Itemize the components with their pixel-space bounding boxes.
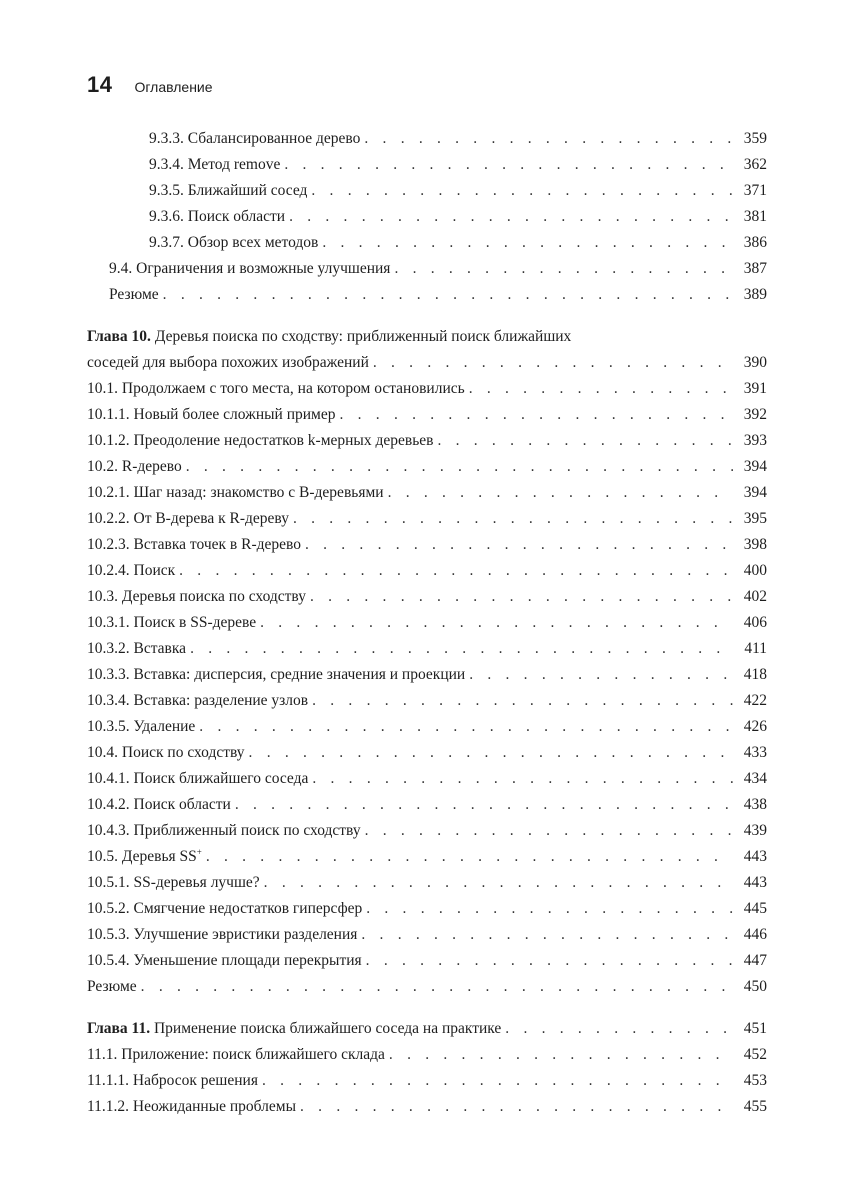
page-ref: 389: [743, 286, 767, 303]
entry-label: 10.4. Поиск по сходству: [87, 744, 245, 761]
dot-leader: [388, 480, 733, 506]
dot-leader: [300, 1094, 733, 1120]
page-ref: 453: [743, 1072, 767, 1089]
page-ref: 445: [743, 900, 767, 917]
page-ref: 422: [743, 692, 767, 709]
entry-label: 11.1.1. Набросок решения: [87, 1072, 258, 1089]
dot-leader: [361, 922, 733, 948]
dot-leader: [289, 204, 733, 230]
chapter-title: Применение поиска ближайшего соседа на практике: [153, 1020, 502, 1037]
page-ref: 439: [743, 822, 767, 839]
dot-leader: [366, 896, 733, 922]
entry-label: 10.2.4. Поиск: [87, 562, 176, 579]
dot-leader: [284, 152, 733, 178]
page-ref: 392: [743, 406, 767, 423]
entry-label: 10.2.3. Вставка точек в R-дерево: [87, 536, 301, 553]
toc-entry[interactable]: [87, 844, 767, 870]
page-ref: 395: [743, 510, 767, 527]
entry-label: 11.1. Приложение: поиск ближайшего склада: [87, 1046, 385, 1063]
chapter-heading[interactable]: [87, 324, 767, 350]
toc-entry[interactable]: [87, 584, 767, 610]
toc-entry[interactable]: [87, 230, 767, 256]
entry-label: Резюме: [87, 978, 137, 995]
entry-label: 9.3.6. Поиск области: [149, 208, 286, 225]
table-of-contents: [87, 126, 767, 1120]
dot-leader: [249, 740, 733, 766]
entry-label: 10.4.3. Приближенный поиск по сходству: [87, 822, 361, 839]
entry-label: 9.4. Ограничения и возможные улучшения: [109, 260, 391, 277]
toc-entry[interactable]: [87, 454, 767, 480]
chapter-entries: [87, 1042, 767, 1120]
dot-leader: [312, 766, 733, 792]
page-ref: 391: [743, 380, 767, 397]
entry-label: 10.3. Деревья поиска по сходству: [87, 588, 306, 605]
page-ref: 398: [743, 536, 767, 553]
toc-entry[interactable]: [87, 636, 767, 662]
chapter-prefix: Глава 11.: [87, 1020, 151, 1037]
entry-label: 9.3.4. Метод remove: [149, 156, 281, 173]
page-ref: 386: [743, 234, 767, 251]
page-number: 14: [87, 72, 113, 97]
toc-entry[interactable]: [87, 896, 767, 922]
toc-entry[interactable]: [87, 818, 767, 844]
dot-leader: [206, 844, 733, 870]
page-ref: 447: [743, 952, 767, 969]
entry-label: 10.2. R-дерево: [87, 458, 182, 475]
chapter-entries: [87, 376, 767, 1000]
toc-entry[interactable]: [87, 922, 767, 948]
entry-label: 9.3.7. Обзор всех методов: [149, 234, 319, 251]
page-ref: 359: [743, 130, 767, 147]
entry-label: 10.5.4. Уменьшение площади перекрытия: [87, 952, 362, 969]
dot-leader: [260, 610, 733, 636]
dot-leader: [366, 948, 733, 974]
toc-entry[interactable]: [87, 948, 767, 974]
dot-leader: [505, 1016, 733, 1042]
page-ref: 433: [743, 744, 767, 761]
superscript: +: [196, 847, 202, 857]
entry-label: Резюме: [109, 286, 159, 303]
toc-chapter-11: [87, 1016, 767, 1120]
toc-entry[interactable]: [87, 376, 767, 402]
toc-entry[interactable]: [87, 792, 767, 818]
entry-label: 10.5.3. Улучшение эвристики разделения: [87, 926, 358, 943]
entry-label: 10.4.1. Поиск ближайшего соседа: [87, 770, 309, 787]
dot-leader: [293, 506, 733, 532]
dot-leader: [264, 870, 733, 896]
page-ref: 455: [743, 1098, 767, 1115]
entry-label: 10.2.1. Шаг назад: знакомство с B-деревьями: [87, 484, 384, 501]
dot-leader: [394, 256, 733, 282]
toc-entry[interactable]: [87, 974, 767, 1000]
dot-leader: [235, 792, 733, 818]
page-ref: 452: [743, 1046, 767, 1063]
dot-leader: [163, 282, 733, 308]
toc-entry[interactable]: [87, 740, 767, 766]
dot-leader: [365, 818, 733, 844]
page-ref: 394: [743, 458, 767, 475]
toc-entry[interactable]: [87, 282, 767, 308]
toc-entry[interactable]: [87, 766, 767, 792]
page-ref: 362: [743, 156, 767, 173]
dot-leader: [141, 974, 733, 1000]
page-ref: 450: [743, 978, 767, 995]
toc-entry[interactable]: [87, 480, 767, 506]
chapter-heading[interactable]: [87, 1016, 767, 1042]
toc-entry[interactable]: [87, 662, 767, 688]
toc-entry[interactable]: [87, 1042, 767, 1068]
dot-leader: [469, 376, 733, 402]
entry-label: 11.1.2. Неожиданные проблемы: [87, 1098, 297, 1115]
toc-entry[interactable]: [87, 178, 767, 204]
dot-leader: [310, 584, 733, 610]
toc-entry[interactable]: [87, 506, 767, 532]
page-ref: 406: [743, 614, 767, 631]
entry-label: 10.1.1. Новый более сложный пример: [87, 406, 336, 423]
entry-label: 10.3.3. Вставка: дисперсия, средние значения и проекции: [87, 666, 466, 683]
page-ref: 387: [743, 260, 767, 277]
toc-entry[interactable]: [87, 870, 767, 896]
entry-label: 10.2.2. От B-дерева к R-дереву: [87, 510, 289, 527]
page-ref: 418: [743, 666, 767, 683]
toc-entry[interactable]: [87, 688, 767, 714]
dot-leader: [199, 714, 733, 740]
dot-leader: [437, 428, 733, 454]
toc-entry[interactable]: [87, 256, 767, 282]
toc-entry[interactable]: [87, 714, 767, 740]
toc-entry[interactable]: [87, 1094, 767, 1120]
page-ref: 451: [743, 1020, 767, 1037]
dot-leader: [186, 454, 733, 480]
page-ref: 426: [743, 718, 767, 735]
toc-entry[interactable]: [87, 152, 767, 178]
chapter-heading-line2[interactable]: [87, 350, 767, 376]
entry-label: 10.3.4. Вставка: разделение узлов: [87, 692, 309, 709]
chapter-title-line1: Деревья поиска по сходству: приближенный поиск ближайших: [154, 328, 572, 345]
entry-label: 10.5.1. SS-деревья лучше?: [87, 874, 260, 891]
dot-leader: [190, 636, 733, 662]
page-ref: 393: [743, 432, 767, 449]
entry-label: 10.5.2. Смягчение недостатков гиперсфер: [87, 900, 363, 917]
dot-leader: [364, 126, 733, 152]
dot-leader: [389, 1042, 733, 1068]
page-ref: 400: [743, 562, 767, 579]
dot-leader: [340, 402, 734, 428]
page-ref: 438: [743, 796, 767, 813]
toc-entry[interactable]: [87, 1068, 767, 1094]
dot-leader: [322, 230, 733, 256]
page-ref: 443: [743, 874, 767, 891]
page-header: [87, 72, 213, 98]
running-title: Оглавление: [134, 79, 213, 95]
entry-label: 9.3.3. Сбалансированное дерево: [149, 130, 361, 147]
page-ref: 411: [744, 640, 767, 657]
toc-entry[interactable]: [87, 532, 767, 558]
toc-entry[interactable]: [87, 204, 767, 230]
dot-leader: [262, 1068, 733, 1094]
toc-chapter-10: [87, 324, 767, 1000]
toc-entry[interactable]: [87, 126, 767, 152]
page-ref: 390: [743, 354, 767, 371]
dot-leader: [305, 532, 733, 558]
page-ref: 371: [743, 182, 767, 199]
toc-entry[interactable]: [87, 610, 767, 636]
page-ref: 394: [743, 484, 767, 501]
dot-leader: [312, 688, 733, 714]
dot-leader: [179, 558, 733, 584]
entry-label: 10.1. Продолжаем с того места, на котором остановились: [87, 380, 465, 397]
page-ref: 402: [743, 588, 767, 605]
toc-entry[interactable]: [87, 558, 767, 584]
toc-entry[interactable]: [87, 428, 767, 454]
page-ref: 434: [743, 770, 767, 787]
entry-label: 9.3.5. Ближайший сосед: [149, 182, 308, 199]
chapter-prefix: Глава 10.: [87, 328, 151, 345]
page-ref: 446: [743, 926, 767, 943]
dot-leader: [373, 350, 733, 376]
dot-leader: [469, 662, 733, 688]
entry-label: 10.4.2. Поиск области: [87, 796, 231, 813]
page-ref: 381: [743, 208, 767, 225]
entry-label: 10.5. Деревья SS+: [87, 847, 202, 865]
toc-section-chapter-9-tail: [87, 126, 767, 308]
chapter-title-line2: соседей для выбора похожих изображений: [87, 354, 369, 371]
entry-label: 10.3.5. Удаление: [87, 718, 196, 735]
entry-label: 10.3.1. Поиск в SS-дереве: [87, 614, 257, 631]
dot-leader: [311, 178, 733, 204]
page-ref: 443: [743, 848, 767, 865]
toc-entry[interactable]: [87, 402, 767, 428]
entry-label: 10.3.2. Вставка: [87, 640, 187, 657]
entry-label: 10.1.2. Преодоление недостатков k-мерных деревьев: [87, 432, 434, 449]
